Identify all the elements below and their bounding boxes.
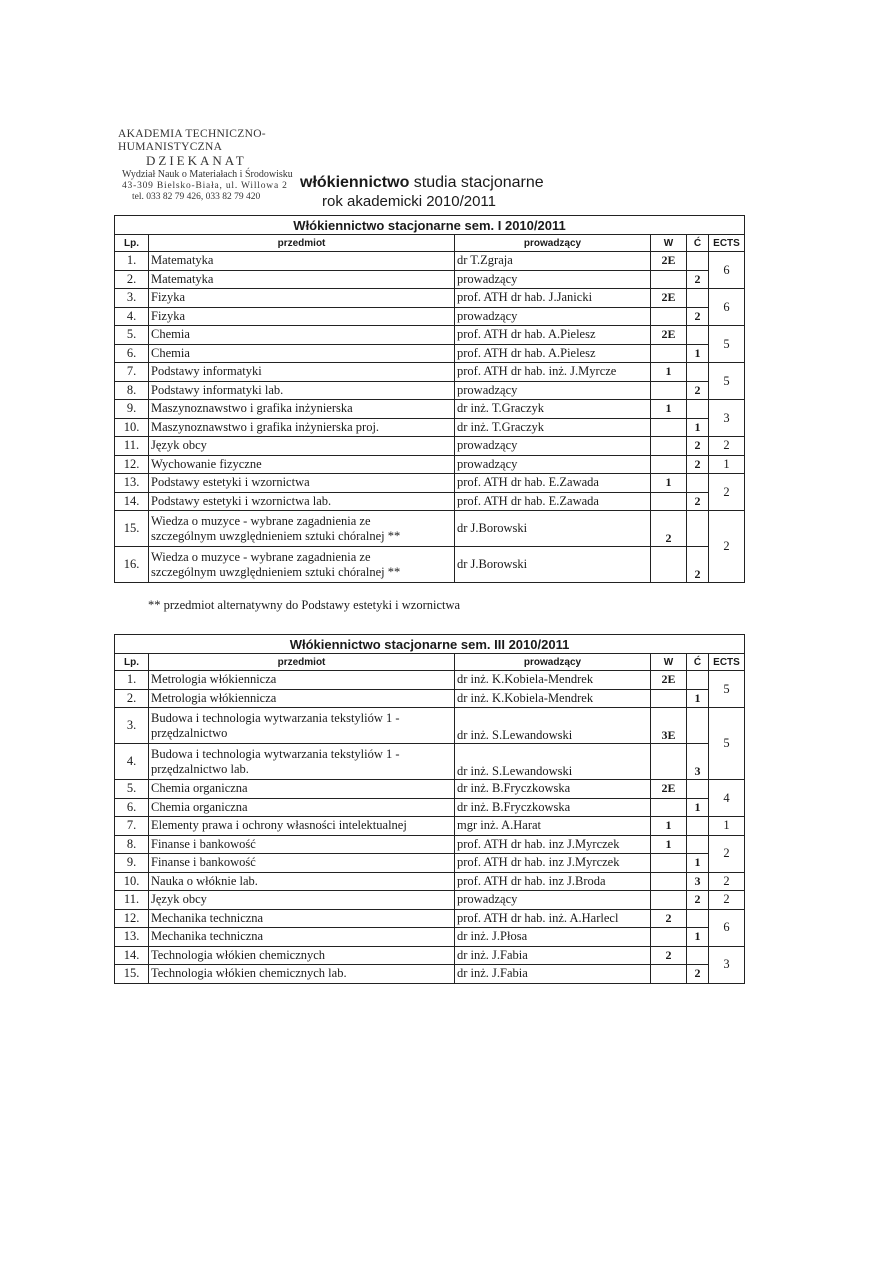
lecture-hours: 2E <box>651 671 687 690</box>
exercise-hours: 3 <box>687 744 709 780</box>
lecture-hours: 2E <box>651 326 687 345</box>
semester-1-table <box>114 215 745 583</box>
exercise-hours: 2 <box>687 492 709 511</box>
subject-line: przędzalnictwo <box>151 725 228 740</box>
lecture-hours <box>651 492 687 511</box>
exercise-hours <box>687 511 709 547</box>
subject-cell: Podstawy informatyki <box>149 363 455 382</box>
ects-cell: 1 <box>709 817 745 836</box>
row-number: 1. <box>115 671 149 690</box>
stamp-line-address: 43-309 Bielsko-Biała, ul. Willowa 2 <box>122 180 288 191</box>
row-number: 10. <box>115 418 149 437</box>
table-row <box>115 817 745 836</box>
title-mode: studia stacjonarne <box>409 174 544 191</box>
teacher-cell: prowadzący <box>455 455 651 474</box>
subject-cell: Fizyka <box>149 289 455 308</box>
row-number: 15. <box>115 511 149 547</box>
lecture-hours <box>651 381 687 400</box>
exercise-hours <box>687 946 709 965</box>
table-row <box>115 492 745 511</box>
table-row <box>115 780 745 799</box>
row-number: 13. <box>115 928 149 947</box>
lecture-hours <box>651 928 687 947</box>
row-number: 4. <box>115 744 149 780</box>
exercise-hours: 2 <box>687 437 709 456</box>
exercise-hours: 1 <box>687 798 709 817</box>
teacher-cell: prof. ATH dr hab. E.Zawada <box>455 492 651 511</box>
table-row <box>115 872 745 891</box>
subject-cell: Maszynoznawstwo i grafika inżynierska proj. <box>149 418 455 437</box>
teacher-cell: mgr inż. A.Harat <box>455 817 651 836</box>
lecture-hours: 3E <box>651 708 687 744</box>
row-number: 3. <box>115 708 149 744</box>
table-row <box>115 511 745 547</box>
exercise-hours: 2 <box>687 381 709 400</box>
lecture-hours: 2 <box>651 909 687 928</box>
row-number: 12. <box>115 909 149 928</box>
teacher-cell: dr inż. T.Graczyk <box>455 418 651 437</box>
teacher-cell: dr inż. B.Fryczkowska <box>455 780 651 799</box>
row-number: 1. <box>115 252 149 271</box>
col-header-teacher: prowadzący <box>455 235 651 252</box>
teacher-cell: prowadzący <box>455 381 651 400</box>
subject-cell: Metrologia włókiennicza <box>149 671 455 690</box>
row-number: 5. <box>115 326 149 345</box>
row-number: 8. <box>115 381 149 400</box>
lecture-hours: 1 <box>651 363 687 382</box>
row-number: 14. <box>115 946 149 965</box>
col-header-teacher: prowadzący <box>455 654 651 671</box>
lecture-hours <box>651 270 687 289</box>
teacher-cell: prof. ATH dr hab. inż. A.Harlecl <box>455 909 651 928</box>
row-number: 2. <box>115 270 149 289</box>
row-number: 7. <box>115 817 149 836</box>
semester-3-table <box>114 634 745 984</box>
col-header-lp: Lp. <box>115 235 149 252</box>
exercise-hours: 3 <box>687 872 709 891</box>
col-header-ects: ECTS <box>709 235 745 252</box>
subject-line: przędzalnictwo lab. <box>151 761 249 776</box>
exercise-hours <box>687 252 709 271</box>
ects-cell: 6 <box>709 909 745 946</box>
lecture-hours: 2E <box>651 289 687 308</box>
row-number: 12. <box>115 455 149 474</box>
lecture-hours <box>651 547 687 583</box>
table-row <box>115 289 745 308</box>
row-number: 9. <box>115 854 149 873</box>
lecture-hours: 2 <box>651 511 687 547</box>
subject-cell: Elementy prawa i ochrony własności intelektualnej <box>149 817 455 836</box>
lecture-hours: 2 <box>651 946 687 965</box>
teacher-cell: dr inż. J.Płosa <box>455 928 651 947</box>
teacher-cell: prowadzący <box>455 270 651 289</box>
teacher-cell: dr J.Borowski <box>455 547 651 583</box>
table-row <box>115 965 745 984</box>
lecture-hours <box>651 689 687 708</box>
document-title <box>300 174 544 192</box>
lecture-hours <box>651 854 687 873</box>
table-row <box>115 437 745 456</box>
lecture-hours: 1 <box>651 835 687 854</box>
lecture-hours: 2E <box>651 252 687 271</box>
lecture-hours <box>651 418 687 437</box>
table-row <box>115 381 745 400</box>
table-row <box>115 252 745 271</box>
teacher-cell: prowadzący <box>455 307 651 326</box>
subject-line: szczególnym uwzględnieniem sztuki chóralnej ** <box>151 564 401 579</box>
table-caption: Włókiennictwo stacjonarne sem. I 2010/2011 <box>115 216 745 235</box>
table-row <box>115 909 745 928</box>
lecture-hours <box>651 455 687 474</box>
subject-cell: Technologia włókien chemicznych lab. <box>149 965 455 984</box>
subject-cell <box>149 511 455 547</box>
col-header-c: Ć <box>687 235 709 252</box>
exercise-hours: 2 <box>687 891 709 910</box>
exercise-hours: 2 <box>687 455 709 474</box>
subject-cell: Chemia <box>149 344 455 363</box>
teacher-cell: dr T.Zgraja <box>455 252 651 271</box>
row-number: 15. <box>115 965 149 984</box>
exercise-hours: 1 <box>687 689 709 708</box>
teacher-cell: prof. ATH dr hab. A.Pielesz <box>455 326 651 345</box>
table-row <box>115 798 745 817</box>
teacher-cell: dr inż. B.Fryczkowska <box>455 798 651 817</box>
lecture-hours <box>651 344 687 363</box>
row-number: 7. <box>115 363 149 382</box>
subject-line: szczególnym uwzględnieniem sztuki chóralnej ** <box>151 528 401 543</box>
subject-cell: Fizyka <box>149 307 455 326</box>
row-number: 11. <box>115 437 149 456</box>
title-field: włókiennictwo <box>300 174 410 191</box>
lecture-hours <box>651 872 687 891</box>
ects-cell: 2 <box>709 437 745 456</box>
lecture-hours: 2E <box>651 780 687 799</box>
subject-cell: Finanse i bankowość <box>149 854 455 873</box>
stamp-line-phone: tel. 033 82 79 426, 033 82 79 420 <box>132 191 261 202</box>
table-row <box>115 344 745 363</box>
table-row <box>115 307 745 326</box>
lecture-hours <box>651 965 687 984</box>
row-number: 6. <box>115 344 149 363</box>
ects-cell: 2 <box>709 474 745 511</box>
exercise-hours <box>687 326 709 345</box>
exercise-hours <box>687 671 709 690</box>
row-number: 9. <box>115 400 149 419</box>
lecture-hours <box>651 307 687 326</box>
table-row <box>115 708 745 744</box>
exercise-hours <box>687 835 709 854</box>
col-header-w: W <box>651 654 687 671</box>
teacher-cell: dr inż. J.Fabia <box>455 946 651 965</box>
lecture-hours: 1 <box>651 817 687 836</box>
exercise-hours: 1 <box>687 418 709 437</box>
teacher-cell: prowadzący <box>455 891 651 910</box>
teacher-cell: prowadzący <box>455 437 651 456</box>
teacher-cell: prof. ATH dr hab. inż. J.Myrcze <box>455 363 651 382</box>
subject-cell: Podstawy informatyki lab. <box>149 381 455 400</box>
row-number: 10. <box>115 872 149 891</box>
table-row <box>115 547 745 583</box>
teacher-cell: dr J.Borowski <box>455 511 651 547</box>
ects-cell: 6 <box>709 252 745 289</box>
table-row <box>115 418 745 437</box>
teacher-cell: prof. ATH dr hab. A.Pielesz <box>455 344 651 363</box>
teacher-cell: dr inż. S.Lewandowski <box>455 744 651 780</box>
exercise-hours <box>687 363 709 382</box>
teacher-cell: prof. ATH dr hab. E.Zawada <box>455 474 651 493</box>
subject-line: Budowa i technologia wytwarzania tekstyliów 1 - <box>151 710 400 725</box>
teacher-cell: prof. ATH dr hab. inz J.Myrczek <box>455 854 651 873</box>
table-row <box>115 400 745 419</box>
table-row <box>115 671 745 690</box>
row-number: 13. <box>115 474 149 493</box>
row-number: 3. <box>115 289 149 308</box>
ects-cell: 3 <box>709 946 745 983</box>
subject-cell: Mechanika techniczna <box>149 909 455 928</box>
col-header-subject: przedmiot <box>149 235 455 252</box>
table-row <box>115 744 745 780</box>
table-row <box>115 474 745 493</box>
subject-cell <box>149 744 455 780</box>
row-number: 14. <box>115 492 149 511</box>
subject-cell: Chemia organiczna <box>149 798 455 817</box>
exercise-hours: 2 <box>687 307 709 326</box>
stamp-line-office: DZIEKANAT <box>146 153 247 169</box>
subject-cell: Podstawy estetyki i wzornictwa <box>149 474 455 493</box>
col-header-c: Ć <box>687 654 709 671</box>
subject-cell: Mechanika techniczna <box>149 928 455 947</box>
exercise-hours: 2 <box>687 270 709 289</box>
ects-cell: 5 <box>709 708 745 780</box>
subject-cell: Nauka o włóknie lab. <box>149 872 455 891</box>
subject-cell: Matematyka <box>149 252 455 271</box>
ects-cell: 5 <box>709 671 745 708</box>
row-number: 5. <box>115 780 149 799</box>
exercise-hours <box>687 400 709 419</box>
teacher-cell: dr inż. T.Graczyk <box>455 400 651 419</box>
ects-cell: 3 <box>709 400 745 437</box>
exercise-hours: 1 <box>687 854 709 873</box>
exercise-hours <box>687 909 709 928</box>
subject-cell: Matematyka <box>149 270 455 289</box>
exercise-hours <box>687 780 709 799</box>
table-row <box>115 891 745 910</box>
ects-cell: 2 <box>709 891 745 910</box>
subject-line: Budowa i technologia wytwarzania tekstyliów 1 - <box>151 746 400 761</box>
subject-line: Wiedza o muzyce - wybrane zagadnienia ze <box>151 549 371 564</box>
lecture-hours: 1 <box>651 400 687 419</box>
subject-cell <box>149 547 455 583</box>
row-number: 6. <box>115 798 149 817</box>
row-number: 11. <box>115 891 149 910</box>
row-number: 8. <box>115 835 149 854</box>
table-row <box>115 854 745 873</box>
exercise-hours <box>687 817 709 836</box>
subject-cell: Podstawy estetyki i wzornictwa lab. <box>149 492 455 511</box>
teacher-cell: prof. ATH dr hab. inz J.Broda <box>455 872 651 891</box>
exercise-hours <box>687 289 709 308</box>
teacher-cell: dr inż. S.Lewandowski <box>455 708 651 744</box>
table-row <box>115 455 745 474</box>
lecture-hours <box>651 437 687 456</box>
ects-cell: 1 <box>709 455 745 474</box>
ects-cell: 5 <box>709 326 745 363</box>
ects-cell: 2 <box>709 835 745 872</box>
ects-cell: 2 <box>709 511 745 583</box>
subject-cell <box>149 708 455 744</box>
exercise-hours: 1 <box>687 344 709 363</box>
stamp-line-faculty: Wydział Nauk o Materiałach i Środowisku <box>122 169 293 181</box>
subject-cell: Wychowanie fizyczne <box>149 455 455 474</box>
ects-cell: 5 <box>709 363 745 400</box>
document-subtitle: rok akademicki 2010/2011 <box>322 193 496 210</box>
subject-cell: Finanse i bankowość <box>149 835 455 854</box>
ects-cell: 6 <box>709 289 745 326</box>
lecture-hours <box>651 798 687 817</box>
subject-cell: Technologia włókien chemicznych <box>149 946 455 965</box>
table-caption: Włókiennictwo stacjonarne sem. III 2010/2011 <box>115 635 745 654</box>
table-row <box>115 326 745 345</box>
exercise-hours: 1 <box>687 928 709 947</box>
subject-cell: Chemia organiczna <box>149 780 455 799</box>
footnote: ** przedmiot alternatywny do Podstawy estetyki i wzornictwa <box>148 598 461 612</box>
subject-cell: Chemia <box>149 326 455 345</box>
exercise-hours: 2 <box>687 547 709 583</box>
teacher-cell: prof. ATH dr hab. J.Janicki <box>455 289 651 308</box>
teacher-cell: prof. ATH dr hab. inz J.Myrczek <box>455 835 651 854</box>
lecture-hours <box>651 744 687 780</box>
exercise-hours <box>687 474 709 493</box>
row-number: 4. <box>115 307 149 326</box>
subject-cell: Maszynoznawstwo i grafika inżynierska <box>149 400 455 419</box>
table-row <box>115 835 745 854</box>
table-row <box>115 946 745 965</box>
row-number: 16. <box>115 547 149 583</box>
table-row <box>115 270 745 289</box>
col-header-lp: Lp. <box>115 654 149 671</box>
col-header-ects: ECTS <box>709 654 745 671</box>
stamp-line-academy: AKADEMIA TECHNICZNO-HUMANISTYCZNA <box>118 128 266 154</box>
table-row <box>115 928 745 947</box>
ects-cell: 4 <box>709 780 745 817</box>
col-header-subject: przedmiot <box>149 654 455 671</box>
ects-cell: 2 <box>709 872 745 891</box>
subject-line: Wiedza o muzyce - wybrane zagadnienia ze <box>151 513 371 528</box>
lecture-hours: 1 <box>651 474 687 493</box>
subject-cell: Język obcy <box>149 891 455 910</box>
teacher-cell: dr inż. K.Kobiela-Mendrek <box>455 671 651 690</box>
row-number: 2. <box>115 689 149 708</box>
col-header-w: W <box>651 235 687 252</box>
table-row <box>115 689 745 708</box>
subject-cell: Język obcy <box>149 437 455 456</box>
exercise-hours: 2 <box>687 965 709 984</box>
teacher-cell: dr inż. J.Fabia <box>455 965 651 984</box>
exercise-hours <box>687 708 709 744</box>
lecture-hours <box>651 891 687 910</box>
subject-cell: Metrologia włókiennicza <box>149 689 455 708</box>
teacher-cell: dr inż. K.Kobiela-Mendrek <box>455 689 651 708</box>
table-row <box>115 363 745 382</box>
